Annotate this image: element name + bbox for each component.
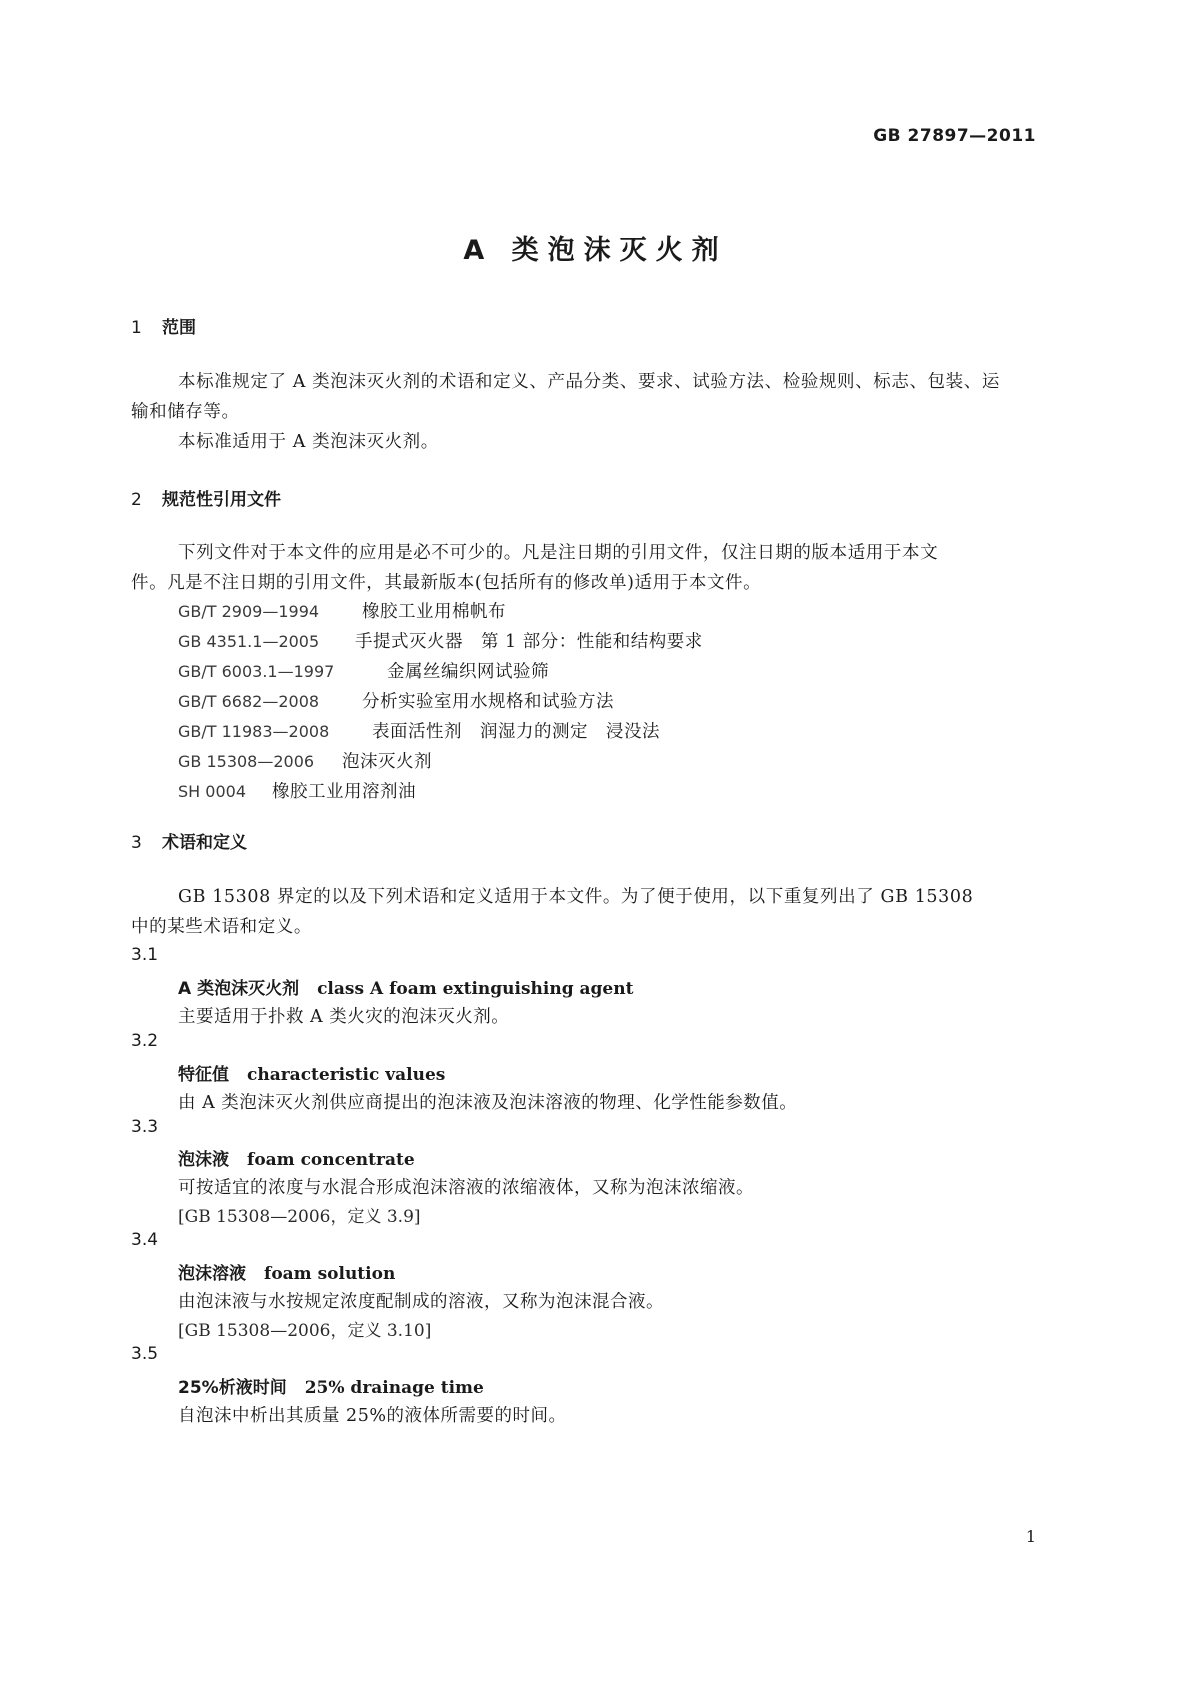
term-heading bbox=[178, 1259, 395, 1284]
reference-title: 泡沫灭火剂 bbox=[342, 752, 432, 772]
term-definition: 自泡沫中析出其质量 25%的液体所需要的时间。 bbox=[178, 1406, 567, 1426]
term-chinese: 泡沫液 bbox=[178, 1150, 229, 1170]
reference-code: GB 4351.1—2005 bbox=[178, 632, 320, 651]
term-english: 25% drainage time bbox=[304, 1378, 484, 1398]
clause-number: 3.5 bbox=[131, 1344, 159, 1364]
document-title: A 类泡沫灭火剂 bbox=[463, 235, 728, 266]
term-definition: 主要适用于扑救 A 类火灾的泡沫灭火剂。 bbox=[178, 1007, 510, 1027]
term-heading bbox=[178, 1145, 415, 1170]
section-3-intro-line-1: GB 15308 界定的以及下列术语和定义适用于本文件。为了便于使用，以下重复列出了 GB 15308 bbox=[178, 887, 974, 907]
reference-title: 橡胶工业用棉帆布 bbox=[362, 602, 506, 622]
reference-code: GB 15308—2006 bbox=[178, 752, 315, 771]
reference-item bbox=[178, 628, 703, 653]
reference-title: 手提式灭火器 第 1 部分：性能和结构要求 bbox=[355, 632, 703, 652]
term-definition: 由泡沫液与水按规定浓度配制成的溶液，又称为泡沫混合液。 bbox=[178, 1292, 664, 1312]
reference-title: 分析实验室用水规格和试验方法 bbox=[362, 692, 614, 712]
section-1-paragraph-2: 本标准适用于 A 类泡沫灭火剂。 bbox=[178, 432, 439, 452]
reference-item bbox=[178, 778, 416, 803]
term-source: [GB 15308—2006，定义 3.9] bbox=[178, 1207, 421, 1227]
section-2-heading bbox=[131, 485, 281, 510]
reference-item bbox=[178, 748, 432, 773]
reference-code: GB/T 6003.1—1997 bbox=[178, 662, 335, 681]
reference-title: 表面活性剂 润湿力的测定 浸没法 bbox=[372, 722, 660, 742]
term-heading bbox=[178, 974, 633, 999]
reference-item bbox=[178, 718, 660, 743]
reference-title: 橡胶工业用溶剂油 bbox=[272, 782, 416, 802]
term-definition: 由 A 类泡沫灭火剂供应商提出的泡沫液及泡沫溶液的物理、化学性能参数值。 bbox=[178, 1093, 798, 1113]
section-1-heading bbox=[131, 313, 196, 338]
section-3-intro-line-2: 中的某些术语和定义。 bbox=[131, 917, 312, 937]
reference-code: SH 0004 bbox=[178, 782, 246, 801]
term-definition: 可按适宜的浓度与水混合形成泡沫溶液的浓缩液体，又称为泡沫浓缩液。 bbox=[178, 1178, 754, 1198]
term-heading bbox=[178, 1060, 445, 1085]
term-english: foam solution bbox=[264, 1264, 396, 1284]
reference-code: GB/T 11983—2008 bbox=[178, 722, 330, 741]
section-number: 2 bbox=[131, 490, 142, 510]
section-title: 范围 bbox=[162, 318, 196, 338]
reference-item bbox=[178, 658, 549, 683]
term-chinese: 泡沫溶液 bbox=[178, 1264, 246, 1284]
reference-title: 金属丝编织网试验筛 bbox=[387, 662, 549, 682]
section-2-intro-line-2: 件。凡是不注日期的引用文件，其最新版本(包括所有的修改单)适用于本文件。 bbox=[131, 573, 762, 593]
term-source: [GB 15308—2006，定义 3.10] bbox=[178, 1321, 432, 1341]
term-chinese: A 类泡沫灭火剂 bbox=[178, 979, 300, 999]
term-english: foam concentrate bbox=[247, 1150, 415, 1170]
reference-item bbox=[178, 688, 614, 713]
section-1-paragraph-1-line-2: 输和储存等。 bbox=[131, 402, 240, 422]
page-number: 1 bbox=[1025, 1527, 1036, 1546]
clause-number: 3.4 bbox=[131, 1230, 159, 1250]
section-number: 3 bbox=[131, 833, 142, 853]
term-heading bbox=[178, 1373, 484, 1398]
term-english: characteristic values bbox=[247, 1065, 446, 1085]
clause-number: 3.2 bbox=[131, 1031, 159, 1051]
term-chinese: 特征值 bbox=[178, 1065, 229, 1085]
reference-item bbox=[178, 598, 506, 623]
section-2-intro-line-1: 下列文件对于本文件的应用是必不可少的。凡是注日期的引用文件，仅注日期的版本适用于本文 bbox=[178, 543, 939, 563]
clause-number: 3.3 bbox=[131, 1117, 159, 1137]
term-chinese: 25%析液时间 bbox=[178, 1378, 287, 1398]
section-title: 术语和定义 bbox=[162, 833, 247, 853]
reference-code: GB/T 2909—1994 bbox=[178, 602, 320, 621]
reference-code: GB/T 6682—2008 bbox=[178, 692, 320, 711]
section-number: 1 bbox=[131, 318, 142, 338]
term-english: class A foam extinguishing agent bbox=[317, 979, 634, 999]
clause-number: 3.1 bbox=[131, 945, 159, 965]
section-title: 规范性引用文件 bbox=[162, 490, 281, 510]
section-3-heading bbox=[131, 828, 247, 853]
document-number: GB 27897—2011 bbox=[873, 126, 1036, 146]
section-1-paragraph-1-line-1: 本标准规定了 A 类泡沫灭火剂的术语和定义、产品分类、要求、试验方法、检验规则、标志、包装、运 bbox=[178, 372, 1000, 392]
